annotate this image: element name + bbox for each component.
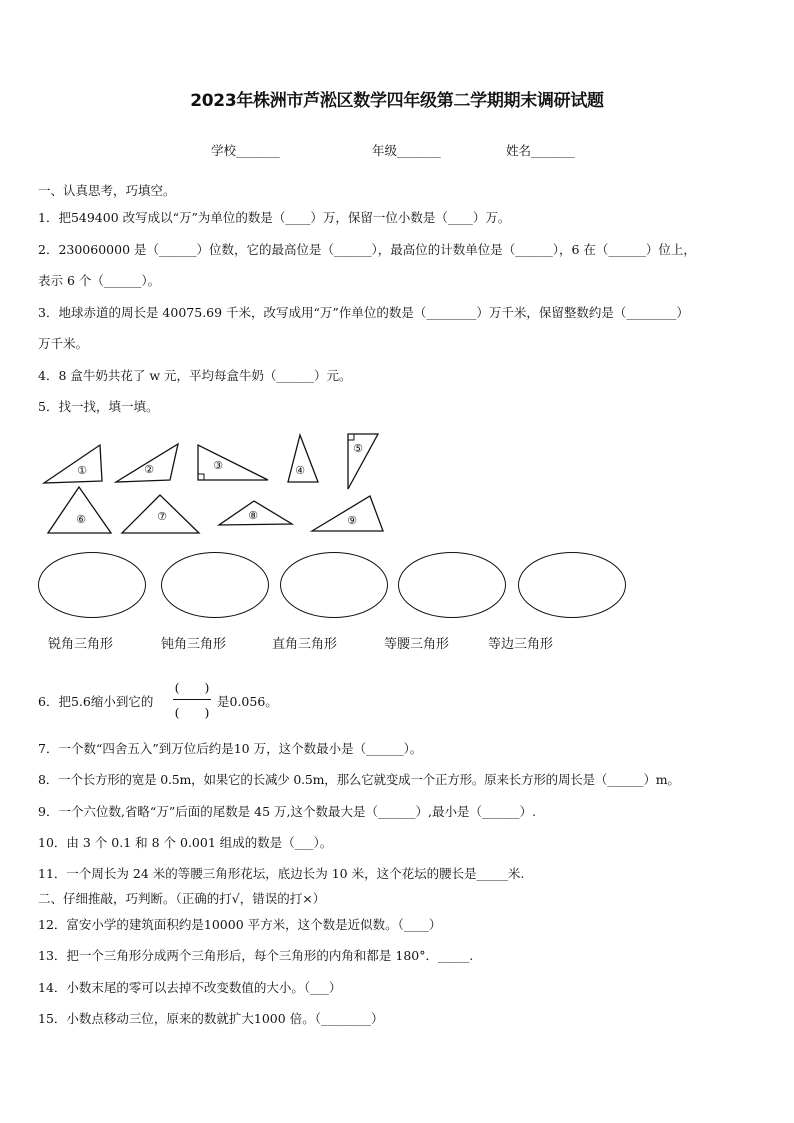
triangle-1	[44, 445, 102, 483]
question-6-prefix: 6．把5.6缩小到它的	[38, 694, 154, 709]
question-10: 10．由 3 个 0.1 和 8 个 0.001 组成的数是（___）。	[38, 835, 333, 850]
question-6-suffix: 是0.056。	[217, 694, 278, 709]
triangle-3	[198, 445, 268, 480]
question-4: 4．8 盒牛奶共花了 w 元，平均每盒牛奶（______）元。	[38, 368, 352, 383]
question-13: 13．把一个三角形分成两个三角形后，每个三角形的内角和都是 180°．_____.	[38, 948, 474, 963]
section2-heading: 二、仔细推敲，巧判断。（正确的打√，错误的打×）	[38, 891, 326, 906]
category-label-isosceles: 等腰三角形	[384, 637, 450, 652]
question-9: 9．一个六位数,省略“万”后面的尾数是 45 万,这个数最大是（______）,最小是（______）.	[38, 804, 536, 819]
section1-heading: 一、认真思考，巧填空。	[38, 183, 176, 198]
page-title: 2023年株洲市芦淞区数学四年级第二学期期末调研试题	[190, 91, 604, 111]
triangle-5-right-angle-mark	[348, 434, 354, 440]
fraction-denominator: ( )	[174, 705, 210, 720]
triangle-label-9: ⑨	[347, 514, 357, 527]
question-3-line2: 万千米。	[38, 336, 89, 351]
question-14: 14．小数末尾的零可以去掉不改变数值的大小。（___）	[38, 980, 342, 995]
fraction-numerator: ( )	[174, 680, 210, 695]
triangle-label-8: ⑧	[248, 509, 258, 522]
category-ellipse-isosceles	[398, 552, 506, 618]
category-label-acute: 锐角三角形	[48, 637, 114, 652]
triangle-label-2: ②	[144, 463, 154, 476]
fraction-bar	[173, 699, 211, 700]
question-2-line1: 2．230060000 是（______）位数，它的最高位是（______），最高位的计数单位是（______），6 在（______）位上，	[38, 242, 696, 257]
category-label-right: 直角三角形	[272, 637, 338, 652]
category-label-equilateral: 等边三角形	[488, 637, 554, 652]
question-3-line1: 3．地球赤道的周长是 40075.69 千米，改写成用“万”作单位的数是（________）万千米，保留整数约是（________）	[38, 305, 689, 320]
grade-field: 年级_______	[372, 143, 441, 158]
question-12: 12．富安小学的建筑面积约是10000 平方米，这个数是近似数。（____）	[38, 917, 442, 932]
category-label-obtuse: 钝角三角形	[161, 637, 227, 652]
school-field: 学校_______	[211, 143, 280, 158]
triangle-label-5: ⑤	[353, 442, 363, 455]
category-ellipse-equilateral	[518, 552, 626, 618]
question-11: 11．一个周长为 24 米的等腰三角形花坛，底边长为 10 米，这个花坛的腰长是_____米.	[38, 866, 525, 881]
question-5: 5．找一找，填一填。	[38, 399, 159, 414]
question-15: 15．小数点移动三位，原来的数就扩大1000 倍。（________）	[38, 1011, 384, 1026]
triangle-label-7: ⑦	[157, 510, 167, 523]
category-ellipse-acute	[38, 552, 146, 618]
triangle-label-4: ④	[295, 464, 305, 477]
question-8: 8．一个长方形的宽是 0.5m，如果它的长减少 0.5m，那么它就变成一个正方形。原来长方形的周长是（______）m。	[38, 772, 680, 787]
triangles-figure	[0, 425, 794, 540]
category-ellipse-obtuse	[161, 552, 269, 618]
triangle-label-1: ①	[77, 464, 87, 477]
name-field: 姓名_______	[506, 143, 575, 158]
category-ellipse-right	[280, 552, 388, 618]
question-7: 7．一个数“四舍五入”到万位后约是10 万，这个数最小是（______）。	[38, 741, 423, 756]
triangle-6	[48, 487, 111, 533]
triangle-label-6: ⑥	[76, 513, 86, 526]
question-6-fraction	[171, 678, 213, 722]
triangle-3-right-angle-mark	[198, 474, 204, 480]
question-2-line2: 表示 6 个（______）。	[38, 273, 161, 288]
triangle-label-3: ③	[213, 459, 223, 472]
question-1: 1．把549400 改写成以“万”为单位的数是（____）万，保留一位小数是（____）万。	[38, 210, 511, 225]
